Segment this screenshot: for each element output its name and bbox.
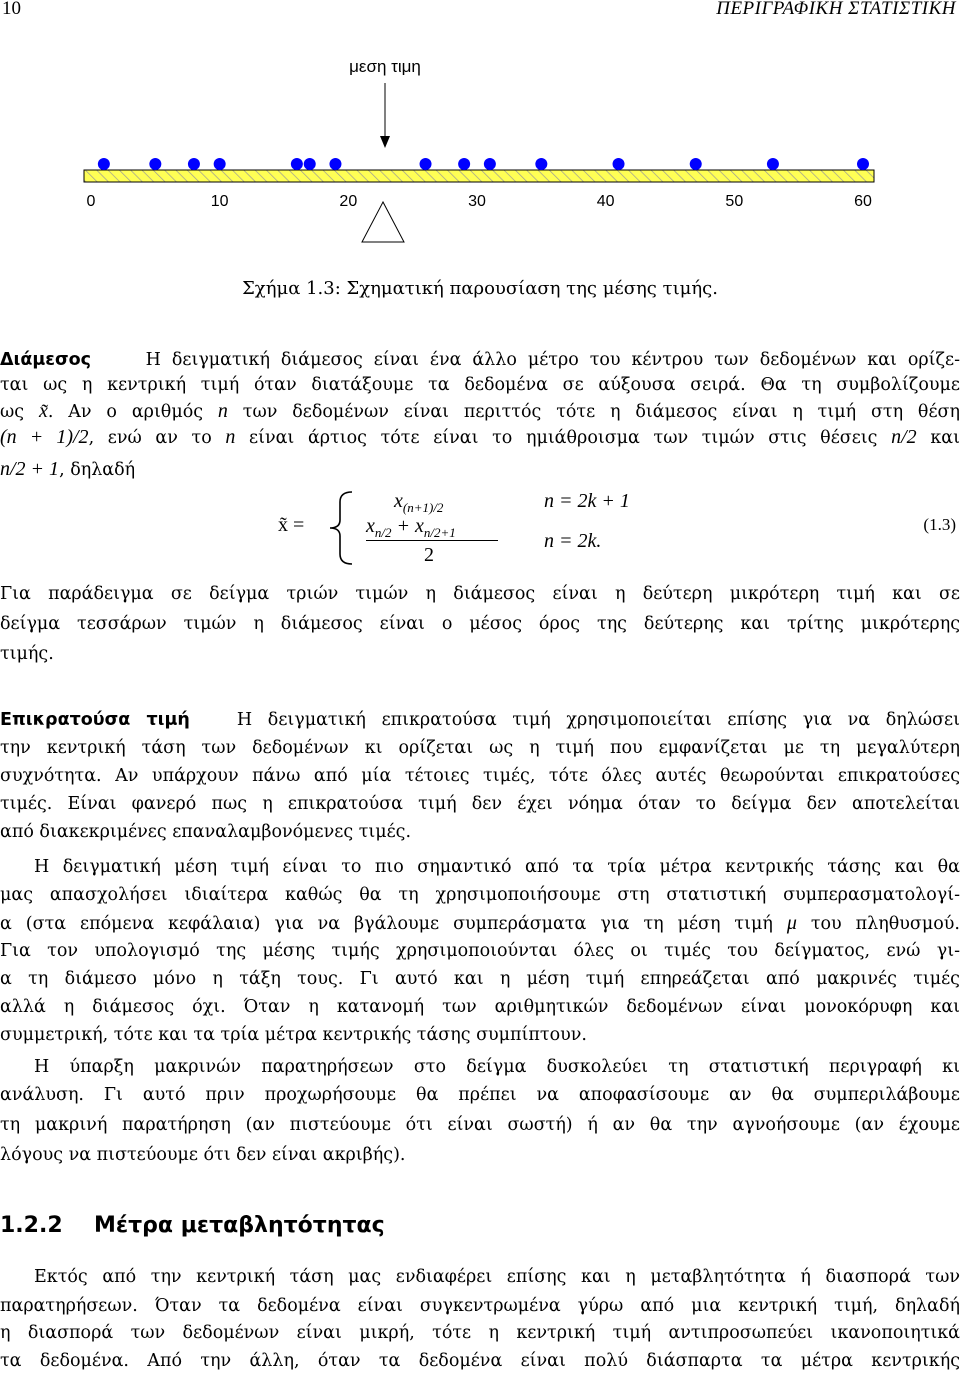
median-text-4e: και [930, 428, 960, 448]
p5-line-3: η διασπορά των δεδομένων είναι μικρή, τότε η κεντρική τιμή αντιπροσωπεύει ικανοποιητικά [0, 1323, 960, 1343]
p3-text-3c: του πληθυσμού. [810, 914, 960, 934]
data-point [98, 158, 110, 170]
eq-lhs: x̃ = [278, 514, 305, 536]
eq-fraction-bar [366, 540, 498, 541]
mean-arrow-label: μεση τιμη [349, 57, 421, 76]
median-line-4 [0, 426, 960, 449]
median-text-4c: είναι άρτιος τότε είναι το ημιάθροισμα των τιμών στις θέσεις [249, 428, 878, 448]
median-symbol: x̃ [38, 400, 48, 422]
p3-line-7: συμμετρική, τότε και τα τρία μέτρα κεντρικής τάσης συμπίπτουν. [0, 1025, 587, 1045]
section-number: 1.2.2 [0, 1213, 63, 1238]
data-point [188, 158, 200, 170]
median-text-3a: ως [0, 402, 25, 422]
data-point [420, 158, 432, 170]
left-brace [326, 488, 356, 568]
data-point [857, 158, 869, 170]
eq-cond-2: n = 2k. [544, 530, 602, 552]
data-point [484, 158, 496, 170]
section-title: Μέτρα μεταβλητότητας [94, 1213, 385, 1238]
eq-num-x1: x [366, 515, 375, 537]
data-point [458, 158, 470, 170]
example-line-3: τιμής. [0, 644, 54, 664]
mean-seesaw-figure [0, 40, 960, 280]
p4-line-2: ανάλυση. Γι αυτό πριν προχωρήσουμε θα πρέπει να αποφασίσουμε αν θα συμπεριλάβουμε [0, 1085, 960, 1105]
eq-fraction-numerator [366, 515, 456, 541]
mode-line-4: τιμές. Είναι φανερό πως η επικρατούσα τιμή δεν έχει νόημα όταν το δείγμα δεν αποτελείται [0, 794, 960, 814]
p3-line-3 [0, 912, 960, 935]
median-line-1 [0, 349, 960, 371]
p3-line-5: α τη διάμεσο μόνο η τάξη τους. Γι αυτό και η μέση τιμή επηρεάζεται από μακρινές τιμές [0, 969, 960, 989]
x-tick-label: 40 [596, 193, 615, 210]
p3-line-4: Για τον υπολογισμό της μέσης τιμής χρησιμοποιούνται όλες οι τιμές του δείγματος, ενώ γι- [0, 941, 960, 961]
p5-line-4: τα δεδομένα. Από την άλλη, όταν τα δεδομένα είναι πολύ διάσπαρτα τα μέτρα κεντρικής [0, 1351, 960, 1371]
math-n-plus-1-over-2: (n + 1)/2 [0, 426, 89, 448]
mean-arrow-head [380, 136, 390, 148]
x-tick-label: 10 [210, 193, 229, 210]
median-line-2: ται ως η κεντρική τιμή όταν διατάξουμε τα δεδομένα σε αύξουσα σειρά. Θα τη συμβολίζουμε [0, 375, 960, 395]
data-point [535, 158, 547, 170]
eq-case-1 [394, 490, 443, 516]
mode-term: Επικρατούσα τιμή [0, 710, 190, 730]
p3-line-6: αλλά η διάμεσος όχι. Όταν η κατανομή των αριθμητικών δεδομένων είναι μονοκόρυφη και [0, 997, 960, 1017]
median-term: Διάμεσος [0, 350, 92, 370]
eq-label: (1.3) [923, 515, 956, 534]
median-text-5b: , δηλαδή [59, 460, 136, 480]
data-point [291, 158, 303, 170]
eq-num-plus: + x [391, 515, 424, 537]
p5-line-1: Εκτός από την κεντρική τάση μας ενδιαφέρει επίσης και η μεταβλητότητα ή διασπορά των [34, 1267, 960, 1287]
math-n-over-2: n/2 [891, 426, 917, 448]
data-point [767, 158, 779, 170]
figure-caption: Σχήμα 1.3: Σχηματική παρουσίαση της μέσης τιμής. [242, 278, 718, 299]
median-text-4b: , ενώ αν το [88, 428, 212, 448]
seesaw-beam-hatch [84, 170, 874, 182]
eq-cond-1: n = 2k + 1 [544, 490, 630, 512]
data-point [304, 158, 316, 170]
p3-line-1: Η δειγματική μέση τιμή είναι το πιο σημαντικό από τα τρία μέτρα κεντρικής τάσης και θα [34, 857, 960, 877]
math-mu: μ [786, 912, 797, 934]
mode-line-3: συχνότητα. Αν υπάρχουν πάνω από μία τέτοιες τιμές, τότε όλες αυτές θεωρούνται επικρατούσες [0, 766, 960, 786]
p4-line-3: τη μακρινή παρατήρηση (αν πιστεύουμε ότι είναι σωστή) ή αν θα την αγνοήσουμε (αν έχουμε [0, 1115, 960, 1135]
x-tick-label: 20 [339, 193, 358, 210]
p3-line-2: μας απασχολήσει ιδιαίτερα καθώς θα τη χρησιμοποιήσουμε στη στατιστική συμπερασματολογί- [0, 885, 960, 905]
data-point [613, 158, 625, 170]
median-text-3c: των δεδομένων είναι περιττός τότε η διάμεσος είναι η τιμή στη θέση [242, 402, 960, 422]
x-tick-label: 50 [725, 193, 744, 210]
data-point [690, 158, 702, 170]
section-heading [0, 1213, 385, 1238]
p5-line-2: παρατηρήσεων. Όταν τα δεδομένα είναι συγκεντρωμένα γύρω από μια κεντρική τιμή, δηλαδή [0, 1296, 960, 1316]
x-tick-label: 0 [86, 193, 96, 210]
mode-line-1 [0, 709, 960, 731]
mode-line-2: την κεντρική τάση των δεδομένων κι ορίζεται ως η τιμή που εμφανίζεται με τη μεγαλύτερη [0, 738, 960, 758]
data-points [98, 158, 869, 170]
x-tick-labels [87, 193, 872, 210]
p4-line-1: Η ύπαρξη μακρινών παρατηρήσεων στο δείγμα δυσκολεύει τη στατιστική περιγραφή κι [34, 1057, 960, 1077]
data-point [149, 158, 161, 170]
example-line-1: Για παράδειγμα σε δείγμα τριών τιμών η διάμεσος είναι η δεύτερη μικρότερη τιμή και σε [0, 584, 960, 604]
mode-text-1: Η δειγματική επικρατούσα τιμή χρησιμοποιείται επίσης για να δηλώσει [236, 710, 960, 730]
eq-fraction-denominator: 2 [424, 544, 434, 566]
var-n: n [225, 426, 236, 448]
eq-num-sub2: n/2+1 [423, 525, 456, 540]
fulcrum-triangle [362, 202, 404, 242]
p3-text-3a: α (στα επόμενα κεφάλαια) για να βγάλουμε συμπεράσματα για τη μέση τιμή [0, 914, 773, 934]
x-tick-label: 60 [854, 193, 872, 210]
mode-line-5: από διακεκριμένες επαναλαμβονόμενες τιμές. [0, 822, 412, 842]
math-n-over-2-plus-1: n/2 + 1 [0, 458, 60, 480]
eq-case1-x: x [394, 490, 403, 512]
eq-num-sub1: n/2 [374, 525, 392, 540]
median-text-3b: . Αν ο αριθμός [47, 402, 204, 422]
median-line-3 [0, 400, 960, 423]
p4-line-4: λόγους να πιστεύουμε ότι δεν είναι ακριβής). [0, 1145, 406, 1165]
x-tick-label: 30 [468, 193, 486, 210]
page-number: 10 [2, 0, 21, 19]
running-title: ΠΕΡΙΓΡΑΦΙΚΗ ΣΤΑΤΙΣΤΙΚΗ [716, 0, 956, 19]
median-text-1: Η δειγματική διάμεσος είναι ένα άλλο μέτρο του κέντρου των δεδομένων και ορίζε- [145, 350, 960, 370]
var-n: n [217, 400, 228, 422]
example-line-2: δείγμα τεσσάρων τιμών η διάμεσος είναι ο μέσος όρος της δεύτερης και τρίτης μικρότερης [0, 614, 960, 634]
median-line-5 [0, 458, 960, 481]
data-point [329, 158, 341, 170]
data-point [214, 158, 226, 170]
eq-case1-sub: (n+1)/2 [402, 500, 444, 515]
